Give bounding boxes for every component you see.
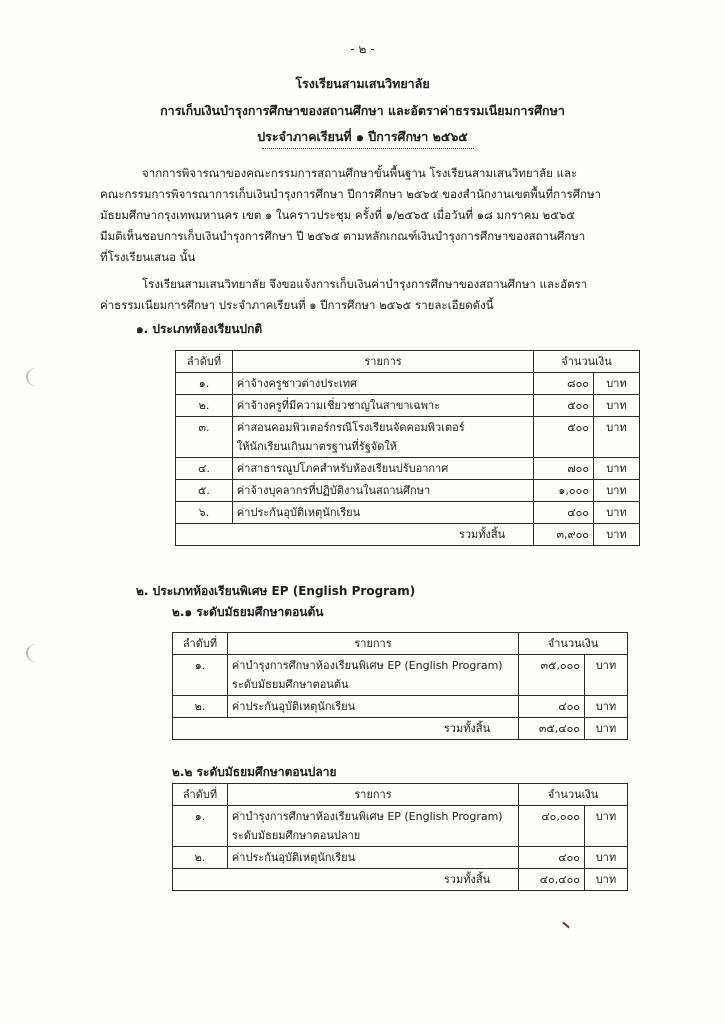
row-unit: บาท [594,480,640,502]
row-item-line1: ค่าสอนคอมพิวเตอร์กรณีโรงเรียนจัดคอมพิวเตอร์ [236,421,465,434]
row-unit: บาท [585,806,628,847]
row-amount: ๓๕,๐๐๐ [519,655,585,696]
row-amount: ๔๐๐ [519,696,585,718]
section2-title: ๒. ประเภทห้องเรียนพิเศษ EP (English Program) [136,584,416,598]
table-row [176,502,640,524]
total-amount: ๓,๙๐๐ [534,524,594,546]
intro-line: คณะกรรมการพิจารณาการเก็บเงินบำรุงการศึกษา ปีการศึกษา ๒๕๖๕ ของสำนักงานเขตพื้นที่การศึกษา [100,187,602,201]
table-row [176,458,640,480]
row-no: ๔. [176,458,233,480]
col-no-header: ลำดับที่ [173,633,228,655]
row-item-line2: ระดับมัธยมศึกษาตอนปลาย [231,829,361,842]
total-label: รวมทั้งสิ้น [176,524,534,546]
intro-line: จากการพิจารณาของคณะกรรมการสถานศึกษาขั้นพื้นฐาน โรงเรียนสามเสนวิทยาลัย และ [142,166,578,180]
row-amount: ๕๐๐ [534,417,594,458]
table-header-row [173,633,628,655]
intro-line: ที่โรงเรียนเสนอ นั้น [100,250,196,264]
row-item [227,806,518,847]
table-row [176,373,640,395]
intro-line: มัธยมศึกษากรุงเทพมหานคร เขต ๑ ในคราวประชุม ครั้งที่ ๑/๒๕๖๕ เมื่อวันที่ ๑๘ มกราคม ๒๕๖๕ [100,208,575,222]
col-item-header: รายการ [227,784,518,806]
row-no: ๒. [176,395,233,417]
row-item-line1: ค่าบำรุงการศึกษาห้องเรียนพิเศษ EP (English Program) [231,659,503,672]
row-no: ๖. [176,502,233,524]
table-header-row [176,351,640,373]
row-no: ๒. [173,847,228,869]
total-unit: บาท [585,869,628,891]
title-divider [262,148,474,149]
total-label: รวมทั้งสิ้น [173,718,519,740]
col-item-header: รายการ [232,351,533,373]
section1-title: ๑. ประเภทห้องเรียนปกติ [136,322,263,336]
intro-line: ค่าธรรมเนียมการศึกษา ประจำภาคเรียนที่ ๑ ปีการศึกษา ๒๕๖๕ รายละเอียดดังนี้ [100,298,494,312]
col-item-header: รายการ [227,633,518,655]
row-no: ๓. [176,417,233,458]
total-unit: บาท [585,718,628,740]
row-item-line2: ให้นักเรียนเกินมาตรฐานที่รัฐจัดให้ [236,440,397,453]
row-no: ๑. [173,655,228,696]
total-row [173,869,628,891]
row-amount: ๗๐๐ [534,458,594,480]
row-item: ค่าประกันอุบัติเหตุนักเรียน [227,696,518,718]
total-amount: ๓๕,๔๐๐ [519,718,585,740]
total-unit: บาท [594,524,640,546]
total-label: รวมทั้งสิ้น [173,869,519,891]
col-amount-header: จำนวนเงิน [519,784,628,806]
punch-hole-mark [26,644,46,662]
row-amount: ๑,๐๐๐ [534,480,594,502]
table-row [176,417,640,458]
intro-line: มีมติเห็นชอบการเก็บเงินบำรุงการศึกษา ปี ๒๕๖๕ ตามหลักเกณฑ์เงินบำรุงการศึกษาของสถานศึกษา [100,229,586,243]
fee-table-regular [175,350,640,546]
fee-table-ep-upper [172,783,628,891]
table-row [173,847,628,869]
row-item: ค่าประกันอุบัติเหตุนักเรียน [227,847,518,869]
row-unit: บาท [585,847,628,869]
total-amount: ๔๐,๔๐๐ [519,869,585,891]
section2-2-title: ๒.๒ ระดับมัธยมศึกษาตอนปลาย [172,765,337,779]
table-row [173,806,628,847]
table-row [176,480,640,502]
table-header-row [173,784,628,806]
total-row [173,718,628,740]
fee-table-ep-lower [172,632,628,740]
row-amount: ๔๐๐ [534,502,594,524]
row-unit: บาท [585,655,628,696]
row-item-line1: ค่าบำรุงการศึกษาห้องเรียนพิเศษ EP (English Program) [231,810,503,823]
school-title: โรงเรียนสามเสนวิทยาลัย [295,76,430,91]
intro-line: โรงเรียนสามเสนวิทยาลัย จึงขอแจ้งการเก็บเงินค่าบำรุงการศึกษาของสถานศึกษา และอัตรา [142,277,588,291]
col-no-header: ลำดับที่ [173,784,228,806]
row-item: ค่าจ้างครูที่มีความเชี่ยวชาญในสาขาเฉพาะ [232,395,533,417]
row-item [232,417,533,458]
row-item: ค่าสาธารณูปโภคสำหรับห้องเรียนปรับอากาศ [232,458,533,480]
row-amount: ๘๐๐ [534,373,594,395]
pen-mark [562,922,569,929]
row-amount: ๕๐๐ [534,395,594,417]
row-unit: บาท [594,417,640,458]
document-subtitle: การเก็บเงินบำรุงการศึกษาของสถานศึกษา และอัตราค่าธรรมเนียมการศึกษา [160,103,565,118]
table-row [176,395,640,417]
row-unit: บาท [594,502,640,524]
row-unit: บาท [594,395,640,417]
row-no: ๕. [176,480,233,502]
col-no-header: ลำดับที่ [176,351,233,373]
row-amount: ๔๐๐ [519,847,585,869]
col-amount-header: จำนวนเงิน [534,351,640,373]
section2-1-title: ๒.๑ ระดับมัธยมศึกษาตอนต้น [172,605,324,619]
page-number: - ๒ - [350,42,375,56]
row-no: ๒. [173,696,228,718]
col-amount-header: จำนวนเงิน [519,633,628,655]
row-unit: บาท [594,373,640,395]
table-row [173,696,628,718]
table-row [173,655,628,696]
row-item [227,655,518,696]
term-title: ประจำภาคเรียนที่ ๑ ปีการศึกษา ๒๕๖๕ [257,129,468,144]
total-row [176,524,640,546]
row-item-line2: ระดับมัธยมศึกษาตอนต้น [231,678,349,691]
row-unit: บาท [585,696,628,718]
row-item: ค่าจ้างครูชาวต่างประเทศ [232,373,533,395]
punch-hole-mark [26,368,46,386]
row-item: ค่าประกันอุบัติเหตุนักเรียน [232,502,533,524]
row-unit: บาท [594,458,640,480]
row-no: ๑. [173,806,228,847]
row-item: ค่าจ้างบุคลากรที่ปฏิบัติงานในสถานศึกษา [232,480,533,502]
row-no: ๑. [176,373,233,395]
row-amount: ๔๐,๐๐๐ [519,806,585,847]
